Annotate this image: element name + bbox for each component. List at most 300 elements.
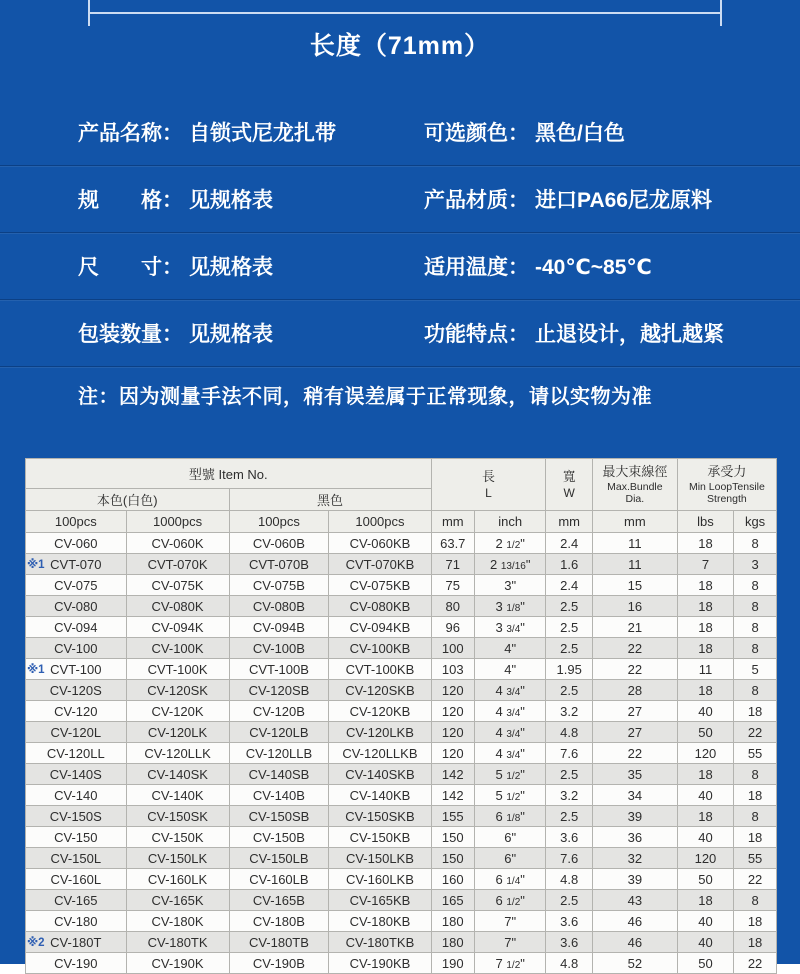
unit-cell: 1000pcs xyxy=(329,511,431,533)
value-cell: 120 xyxy=(677,743,733,764)
table-row xyxy=(26,764,777,785)
value-cell: 16 xyxy=(592,596,677,617)
measure-end-cap-left xyxy=(88,0,90,26)
model-cell xyxy=(26,932,127,953)
model-number: CV-120 xyxy=(54,703,98,719)
value-cell: 2.5 xyxy=(546,890,593,911)
value-cell: CV-160LKB xyxy=(329,869,431,890)
measure-end-cap-right xyxy=(720,0,722,26)
value-cell: 15 xyxy=(592,575,677,596)
value-cell: CV-150LK xyxy=(126,848,229,869)
inch-cell: 3 1/8" xyxy=(475,596,546,617)
table-row xyxy=(26,848,777,869)
value-cell: 22 xyxy=(734,722,777,743)
value-cell: 2.5 xyxy=(546,617,593,638)
value-cell: 40 xyxy=(677,932,733,953)
model-number: CV-150 xyxy=(54,829,98,845)
value-cell: 34 xyxy=(592,785,677,806)
model-cell xyxy=(26,827,127,848)
value-cell: 50 xyxy=(677,869,733,890)
table-row xyxy=(26,722,777,743)
value-cell: CV-165K xyxy=(126,890,229,911)
info-pair xyxy=(424,184,712,214)
table-row xyxy=(26,617,777,638)
info-label: 适用温度： xyxy=(424,256,529,279)
inch-cell: 4 3/4" xyxy=(475,701,546,722)
value-cell: 3.6 xyxy=(546,911,593,932)
model-cell xyxy=(26,659,127,680)
model-number: CV-120L xyxy=(50,724,102,740)
value-cell: 18 xyxy=(734,785,777,806)
table-row xyxy=(26,575,777,596)
inch-cell: 4 3/4" xyxy=(475,680,546,701)
inch-cell: 6" xyxy=(475,827,546,848)
value-cell: CV-080B xyxy=(229,596,329,617)
value-cell: 3.6 xyxy=(546,827,593,848)
model-cell xyxy=(26,911,127,932)
value-cell: CV-140KB xyxy=(329,785,431,806)
table-row xyxy=(26,659,777,680)
unit-cell: 100pcs xyxy=(229,511,329,533)
value-cell: 180 xyxy=(431,932,475,953)
value-cell: CV-150SB xyxy=(229,806,329,827)
measurement-note: 注：因为测量手法不同，稍有误差属于正常现象，请以实物为准 xyxy=(78,386,652,408)
table-row xyxy=(26,911,777,932)
model-number: CV-180T xyxy=(50,934,102,950)
info-value: 黑色/白色 xyxy=(535,122,625,145)
header-bundle-dia: 最大束線徑 Max.Bundle Dia. xyxy=(592,459,677,511)
value-cell: 18 xyxy=(734,701,777,722)
value-cell: 63.7 xyxy=(431,533,475,554)
inch-cell: 3 3/4" xyxy=(475,617,546,638)
value-cell: CV-150LKB xyxy=(329,848,431,869)
value-cell: 100 xyxy=(431,638,475,659)
unit-cell: 1000pcs xyxy=(126,511,229,533)
value-cell: 2.5 xyxy=(546,680,593,701)
model-number: CV-160L xyxy=(50,871,102,887)
value-cell: 52 xyxy=(592,953,677,974)
model-number: CV-140 xyxy=(54,787,98,803)
value-cell: CVT-100KB xyxy=(329,659,431,680)
model-number: CV-060 xyxy=(54,535,98,551)
value-cell: CV-080KB xyxy=(329,596,431,617)
value-cell: 18 xyxy=(677,890,733,911)
value-cell: 35 xyxy=(592,764,677,785)
spec-table-grid xyxy=(25,458,777,974)
value-cell: CV-080K xyxy=(126,596,229,617)
value-cell: CV-075K xyxy=(126,575,229,596)
value-cell: 120 xyxy=(431,722,475,743)
value-cell: 1.95 xyxy=(546,659,593,680)
value-cell: CV-120SKB xyxy=(329,680,431,701)
info-value: 进口PA66尼龙原料 xyxy=(535,189,712,212)
table-row xyxy=(26,869,777,890)
footnote-marker: ※1 xyxy=(27,664,45,676)
value-cell: 8 xyxy=(734,638,777,659)
model-number: CV-100 xyxy=(54,640,98,656)
value-cell: CV-075KB xyxy=(329,575,431,596)
table-row xyxy=(26,827,777,848)
value-cell: 3 xyxy=(734,554,777,575)
table-row xyxy=(26,785,777,806)
inch-cell: 3" xyxy=(475,575,546,596)
model-number: CV-140S xyxy=(49,766,102,782)
info-value: 止退设计，越扎越紧 xyxy=(535,323,724,346)
model-number: CVT-070 xyxy=(50,556,102,572)
model-number: CV-165 xyxy=(54,892,98,908)
model-number: CV-094 xyxy=(54,619,98,635)
value-cell: CV-120SK xyxy=(126,680,229,701)
info-pair xyxy=(78,318,418,348)
value-cell: 18 xyxy=(677,680,733,701)
value-cell: CV-094B xyxy=(229,617,329,638)
value-cell: 8 xyxy=(734,575,777,596)
info-label: 产品名称： xyxy=(78,122,183,145)
value-cell: 150 xyxy=(431,848,475,869)
info-label: 可选颜色： xyxy=(424,122,529,145)
value-cell: 50 xyxy=(677,953,733,974)
value-cell: 120 xyxy=(431,680,475,701)
value-cell: 1.6 xyxy=(546,554,593,575)
unit-cell: mm xyxy=(546,511,593,533)
value-cell: 18 xyxy=(677,533,733,554)
inch-cell: 4" xyxy=(475,638,546,659)
value-cell: 8 xyxy=(734,533,777,554)
model-cell xyxy=(26,722,127,743)
model-cell xyxy=(26,638,127,659)
model-number: CV-080 xyxy=(54,598,98,614)
info-label: 包装数量： xyxy=(78,323,183,346)
model-cell xyxy=(26,743,127,764)
value-cell: 55 xyxy=(734,743,777,764)
value-cell: CV-120LLKB xyxy=(329,743,431,764)
value-cell: 8 xyxy=(734,890,777,911)
value-cell: 18 xyxy=(677,638,733,659)
value-cell: CV-120KB xyxy=(329,701,431,722)
info-pair xyxy=(424,318,724,348)
info-pair xyxy=(78,251,418,281)
value-cell: 120 xyxy=(431,701,475,722)
table-row xyxy=(26,596,777,617)
info-value: 自锁式尼龙扎带 xyxy=(189,122,336,145)
value-cell: 3.2 xyxy=(546,701,593,722)
value-cell: 32 xyxy=(592,848,677,869)
value-cell: 39 xyxy=(592,806,677,827)
value-cell: 165 xyxy=(431,890,475,911)
model-cell xyxy=(26,701,127,722)
table-row xyxy=(26,743,777,764)
table-row xyxy=(26,932,777,953)
value-cell: CV-120K xyxy=(126,701,229,722)
value-cell: CVT-100K xyxy=(126,659,229,680)
value-cell: CV-150K xyxy=(126,827,229,848)
value-cell: CV-140SB xyxy=(229,764,329,785)
value-cell: CV-150LB xyxy=(229,848,329,869)
value-cell: CV-165KB xyxy=(329,890,431,911)
value-cell: 5 xyxy=(734,659,777,680)
value-cell: CV-120B xyxy=(229,701,329,722)
value-cell: CV-140K xyxy=(126,785,229,806)
inch-cell: 5 1/2" xyxy=(475,785,546,806)
unit-row xyxy=(26,511,777,533)
value-cell: 96 xyxy=(431,617,475,638)
value-cell: 18 xyxy=(677,764,733,785)
inch-cell: 4" xyxy=(475,659,546,680)
value-cell: 18 xyxy=(734,911,777,932)
value-cell: 28 xyxy=(592,680,677,701)
value-cell: 8 xyxy=(734,617,777,638)
value-cell: CV-180K xyxy=(126,911,229,932)
value-cell: 75 xyxy=(431,575,475,596)
value-cell: CV-180B xyxy=(229,911,329,932)
info-pair xyxy=(424,251,652,281)
model-number: CV-150L xyxy=(50,850,102,866)
value-cell: 7.6 xyxy=(546,848,593,869)
length-measurement xyxy=(0,0,800,98)
value-cell: 18 xyxy=(734,827,777,848)
value-cell: 22 xyxy=(592,743,677,764)
value-cell: 103 xyxy=(431,659,475,680)
model-number: CV-120LL xyxy=(46,745,105,761)
unit-cell: mm xyxy=(431,511,475,533)
value-cell: CV-120SB xyxy=(229,680,329,701)
model-number: CV-180 xyxy=(54,913,98,929)
model-cell xyxy=(26,764,127,785)
inch-cell: 6 1/2" xyxy=(475,890,546,911)
value-cell: 22 xyxy=(592,638,677,659)
value-cell: 27 xyxy=(592,701,677,722)
value-cell: 21 xyxy=(592,617,677,638)
value-cell: 46 xyxy=(592,932,677,953)
value-cell: 2.5 xyxy=(546,764,593,785)
table-row xyxy=(26,890,777,911)
value-cell: CVT-070B xyxy=(229,554,329,575)
model-cell xyxy=(26,680,127,701)
value-cell: 40 xyxy=(677,701,733,722)
value-cell: 7 xyxy=(677,554,733,575)
value-cell: 40 xyxy=(677,785,733,806)
model-number: CV-120S xyxy=(49,682,102,698)
value-cell: CV-150KB xyxy=(329,827,431,848)
value-cell: 2.5 xyxy=(546,638,593,659)
value-cell: CV-100K xyxy=(126,638,229,659)
value-cell: CV-100KB xyxy=(329,638,431,659)
value-cell: 8 xyxy=(734,596,777,617)
value-cell: 71 xyxy=(431,554,475,575)
info-value: 见规格表 xyxy=(189,189,273,212)
inch-cell: 6" xyxy=(475,848,546,869)
value-cell: CV-120LB xyxy=(229,722,329,743)
table-row xyxy=(26,638,777,659)
header-strength: 承受力 Min LoopTensile Strength xyxy=(677,459,776,511)
value-cell: 2.5 xyxy=(546,596,593,617)
info-row xyxy=(0,233,800,300)
value-cell: 2.5 xyxy=(546,806,593,827)
value-cell: CV-094K xyxy=(126,617,229,638)
value-cell: CV-150B xyxy=(229,827,329,848)
value-cell: CV-120LLK xyxy=(126,743,229,764)
value-cell: CV-160LB xyxy=(229,869,329,890)
value-cell: 120 xyxy=(431,743,475,764)
model-number: CV-150S xyxy=(49,808,102,824)
model-cell xyxy=(26,806,127,827)
value-cell: 18 xyxy=(734,932,777,953)
model-cell xyxy=(26,869,127,890)
inch-cell: 4 3/4" xyxy=(475,743,546,764)
value-cell: 190 xyxy=(431,953,475,974)
value-cell: 18 xyxy=(677,596,733,617)
value-cell: 4.8 xyxy=(546,869,593,890)
value-cell: CV-180TB xyxy=(229,932,329,953)
table-row-partial xyxy=(26,953,777,974)
value-cell: CV-100B xyxy=(229,638,329,659)
model-cell xyxy=(26,554,127,575)
value-cell: CVT-070KB xyxy=(329,554,431,575)
model-cell xyxy=(26,848,127,869)
value-cell: 3.6 xyxy=(546,932,593,953)
value-cell: 43 xyxy=(592,890,677,911)
inch-cell: 6 1/8" xyxy=(475,806,546,827)
value-cell: CV-140SK xyxy=(126,764,229,785)
value-cell: CV-060KB xyxy=(329,533,431,554)
inch-cell: 7" xyxy=(475,932,546,953)
value-cell: CV-190KB xyxy=(329,953,431,974)
info-value: 见规格表 xyxy=(189,323,273,346)
value-cell: 55 xyxy=(734,848,777,869)
value-cell: 11 xyxy=(592,554,677,575)
info-pair xyxy=(78,184,418,214)
value-cell: CV-060K xyxy=(126,533,229,554)
value-cell: 8 xyxy=(734,764,777,785)
value-cell: 18 xyxy=(677,575,733,596)
value-cell: CV-180KB xyxy=(329,911,431,932)
header-width: 寬 W xyxy=(546,459,593,511)
value-cell: 40 xyxy=(677,827,733,848)
header-natural-color: 本色(白色) xyxy=(26,489,230,511)
inch-cell: 7 1/2" xyxy=(475,953,546,974)
value-cell: 2.4 xyxy=(546,575,593,596)
value-cell: 80 xyxy=(431,596,475,617)
value-cell: 11 xyxy=(592,533,677,554)
unit-cell: 100pcs xyxy=(26,511,127,533)
model-cell xyxy=(26,953,127,974)
value-cell: 4.8 xyxy=(546,722,593,743)
value-cell: 18 xyxy=(677,617,733,638)
value-cell: CV-120LKB xyxy=(329,722,431,743)
table-row xyxy=(26,806,777,827)
value-cell: CV-094KB xyxy=(329,617,431,638)
product-info-section xyxy=(0,99,800,367)
inch-cell: 2 13/16" xyxy=(475,554,546,575)
table-row xyxy=(26,701,777,722)
value-cell: 11 xyxy=(677,659,733,680)
value-cell: 142 xyxy=(431,764,475,785)
value-cell: CV-190B xyxy=(229,953,329,974)
table-row xyxy=(26,533,777,554)
value-cell: CV-120LK xyxy=(126,722,229,743)
value-cell: CV-120LLB xyxy=(229,743,329,764)
model-cell xyxy=(26,533,127,554)
inch-cell: 7" xyxy=(475,911,546,932)
value-cell: 150 xyxy=(431,827,475,848)
unit-cell: lbs xyxy=(677,511,733,533)
value-cell: 46 xyxy=(592,911,677,932)
value-cell: CV-075B xyxy=(229,575,329,596)
value-cell: CV-140SKB xyxy=(329,764,431,785)
value-cell: 18 xyxy=(677,806,733,827)
value-cell: CV-150SK xyxy=(126,806,229,827)
model-cell xyxy=(26,596,127,617)
value-cell: 36 xyxy=(592,827,677,848)
unit-cell: inch xyxy=(475,511,546,533)
value-cell: 40 xyxy=(677,911,733,932)
model-number: CVT-100 xyxy=(50,661,102,677)
value-cell: 8 xyxy=(734,806,777,827)
value-cell: CV-190K xyxy=(126,953,229,974)
model-cell xyxy=(26,785,127,806)
info-value: -40℃~85℃ xyxy=(535,256,652,279)
info-row xyxy=(0,99,800,166)
spec-table-body xyxy=(26,533,777,974)
inch-cell: 5 1/2" xyxy=(475,764,546,785)
spec-table xyxy=(25,458,777,971)
info-label: 规 格： xyxy=(78,189,183,212)
info-label: 功能特点： xyxy=(424,323,529,346)
info-pair xyxy=(424,117,625,147)
header-item-no: 型號 Item No. xyxy=(26,459,432,489)
info-label: 产品材质： xyxy=(424,189,529,212)
measure-label: 长度（71mm） xyxy=(309,32,491,60)
value-cell: CV-060B xyxy=(229,533,329,554)
value-cell: CV-160LK xyxy=(126,869,229,890)
model-number: CV-190 xyxy=(54,955,98,971)
value-cell: CV-180TKB xyxy=(329,932,431,953)
header-length: 長 L xyxy=(431,459,546,511)
unit-cell: mm xyxy=(592,511,677,533)
model-cell xyxy=(26,617,127,638)
footnote-marker: ※1 xyxy=(27,559,45,571)
value-cell: 22 xyxy=(734,953,777,974)
value-cell: 180 xyxy=(431,911,475,932)
info-value: 见规格表 xyxy=(189,256,273,279)
model-cell xyxy=(26,890,127,911)
value-cell: 120 xyxy=(677,848,733,869)
value-cell: 50 xyxy=(677,722,733,743)
value-cell: CV-180TK xyxy=(126,932,229,953)
inch-cell: 4 3/4" xyxy=(475,722,546,743)
value-cell: CV-165B xyxy=(229,890,329,911)
value-cell: 155 xyxy=(431,806,475,827)
measure-line xyxy=(88,12,722,14)
table-row xyxy=(26,680,777,701)
model-number: CV-075 xyxy=(54,577,98,593)
header-black-color: 黑色 xyxy=(229,489,431,511)
value-cell: 2.4 xyxy=(546,533,593,554)
info-label: 尺 寸： xyxy=(78,256,183,279)
value-cell: CV-150SKB xyxy=(329,806,431,827)
info-row xyxy=(0,300,800,367)
value-cell: 22 xyxy=(734,869,777,890)
value-cell: 3.2 xyxy=(546,785,593,806)
value-cell: CVT-100B xyxy=(229,659,329,680)
value-cell: 8 xyxy=(734,680,777,701)
value-cell: 142 xyxy=(431,785,475,806)
inch-cell: 2 1/2" xyxy=(475,533,546,554)
value-cell: 7.6 xyxy=(546,743,593,764)
table-row xyxy=(26,554,777,575)
value-cell: CV-140B xyxy=(229,785,329,806)
value-cell: 4.8 xyxy=(546,953,593,974)
